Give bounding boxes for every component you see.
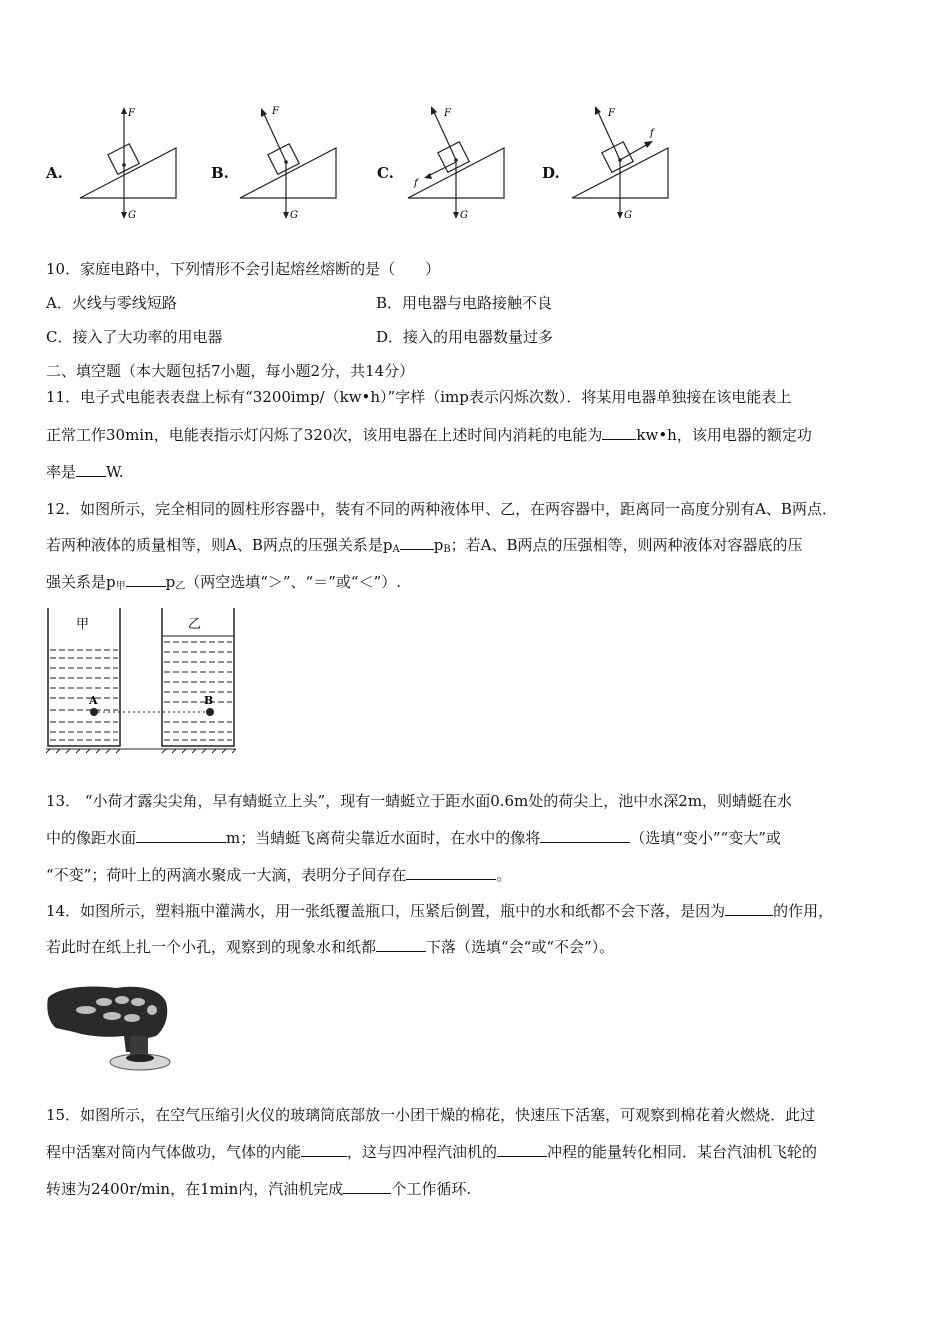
friction-label: f (650, 128, 654, 139)
point-a (90, 708, 98, 716)
center-dot (454, 158, 458, 162)
q12-line3 (46, 571, 401, 598)
container-yi-label: 乙 (188, 617, 202, 632)
q12-sub-a: A (392, 544, 400, 555)
force-g-label: G (128, 210, 136, 221)
point-b (206, 708, 214, 716)
friction-arrowhead (424, 173, 432, 179)
q12-sub-yi: 乙 (175, 581, 186, 592)
q15-text: 个工作循环. (391, 1180, 472, 1198)
q13-line3 (46, 864, 511, 886)
q10-stem: 10．家庭电路中，下列情形不会引起熔丝熔断的是（ ） (46, 260, 441, 278)
liquid-jia (50, 650, 118, 740)
q14-text: 14．如图所示，塑料瓶中灌满水，用一张纸覆盖瓶口，压紧后倒置，瓶中的水和纸都不会下落，是因为 (46, 902, 726, 920)
force-g-arrowhead (617, 212, 623, 219)
q13-blank-2[interactable] (540, 828, 630, 843)
q11-text: 率是 (46, 463, 77, 481)
q12-blank-2[interactable] (126, 572, 166, 587)
q13-text: （选填“变小”“变大”或 (630, 829, 781, 847)
q12-containers-figure (44, 606, 240, 754)
force-g-arrowhead (121, 212, 127, 219)
q15-blank-2[interactable] (497, 1142, 547, 1157)
q10-option-d: D．接入的用电器数量过多 (376, 328, 554, 346)
q11-blank-2[interactable] (76, 462, 106, 477)
force-g-arrowhead (283, 212, 289, 219)
q10-option-a: A．火线与零线短路 (46, 294, 177, 312)
friction-arrowhead (644, 141, 653, 148)
q12-sub-b: B (443, 544, 451, 555)
force-g-label: G (460, 210, 468, 221)
q12-line2 (46, 534, 803, 561)
q9-option-c-label: C. (377, 164, 394, 182)
center-dot (284, 160, 288, 164)
q12-blank-1[interactable] (400, 535, 434, 550)
q15-line3 (46, 1178, 471, 1200)
q13-blank-1[interactable] (136, 828, 226, 843)
q9-option-d-label: D. (542, 164, 560, 182)
point-b-label: B (204, 694, 214, 707)
block (602, 142, 633, 172)
q9-option-b-label: B. (211, 164, 229, 182)
friction-label: f (414, 178, 418, 189)
force-f-arrowhead (121, 107, 127, 114)
q10-option-c: C．接入了大功率的用电器 (46, 328, 223, 346)
q9-option-a-diagram (76, 100, 186, 225)
q14-text: 下落（选填“会“或“不会”）。 (426, 938, 615, 956)
force-f-label: F (128, 108, 135, 119)
force-f-arrowhead (431, 106, 437, 115)
q12-text: p (165, 573, 176, 591)
q15-text: 转速为2400r/min，在1min内，汽油机完成 (46, 1180, 344, 1198)
ground-hatch (46, 749, 236, 753)
q14-bottle-photo (46, 980, 174, 1078)
q12-line1: 12．如图所示，完全相同的圆柱形容器中，装有不同的两种液体甲、乙，在两容器中，距离同一高度分别有A、B两点． (46, 500, 837, 518)
bottle-neck (130, 1036, 148, 1054)
q14-text: 若此时在纸上扎一个小孔，观察到的现象水和纸都 (46, 938, 377, 956)
q15-text: 冲程的能量转化相同．某台汽油机飞轮的 (547, 1143, 818, 1161)
q13-text: m；当蜻蜓飞离荷尖靠近水面时，在水中的像将 (226, 829, 541, 847)
force-g-arrowhead (453, 212, 459, 219)
q15-text: 程中活塞对筒内气体做功，气体的内能 (46, 1143, 302, 1161)
force-f-arrowhead (595, 106, 601, 115)
q11-blank-1[interactable] (602, 425, 636, 440)
liquid-yi (164, 642, 232, 740)
q11-text: kw•h，该用电器的额定功 (636, 426, 812, 444)
q9-option-a-label: A. (46, 164, 63, 182)
q15-blank-1[interactable] (301, 1142, 347, 1157)
force-g-label: G (624, 210, 632, 221)
center-dot (122, 163, 126, 167)
q13-line1: 13． “小荷才露尖尖角，早有蜻蜓立上头”，现有一蜻蜓立于距水面0.6m处的荷尖上，池中水深2m，则蜻蜓在水 (46, 792, 793, 810)
bottle-mouth (126, 1054, 154, 1062)
q9-option-d-diagram (568, 100, 678, 225)
force-g-label: G (290, 210, 298, 221)
q11-line1: 11．电子式电能表表盘上标有“3200imp/（kw•h）”字样（imp表示闪烁次数）．将某用电器单独接在该电能表上 (46, 388, 792, 406)
q12-text: p (433, 536, 444, 554)
block (438, 142, 469, 172)
force-f-label: F (444, 108, 451, 119)
force-f-label: F (272, 106, 279, 117)
q14-blank-2[interactable] (376, 937, 426, 952)
q11-text: W. (106, 463, 124, 481)
q14-blank-1[interactable] (725, 901, 773, 916)
q12-text: （两空选填“＞”、“＝”或“＜”）. (185, 573, 401, 591)
q11-line3 (46, 461, 124, 483)
q13-text: “不变”；荷叶上的两滴水聚成一大滴，表明分子间存在 (46, 866, 407, 884)
q15-text: ，这与四冲程汽油机的 (347, 1143, 498, 1161)
q12-sub-jia: 甲 (115, 581, 126, 592)
q15-blank-3[interactable] (343, 1179, 391, 1194)
q13-text: 。 (496, 866, 512, 884)
q11-text: 正常工作30min，电能表指示灯闪烁了320次，该用电器在上述时间内消耗的电能为 (46, 426, 603, 444)
q10-option-b: B．用电器与电路接触不良 (376, 294, 553, 312)
q15-line2 (46, 1141, 817, 1163)
q9-option-b-diagram (236, 100, 346, 225)
section-title: 二、填空题（本大题包括7小题，每小题2分，共14分） (46, 362, 415, 380)
q9-option-c-diagram (404, 100, 514, 225)
q14-line2 (46, 936, 614, 958)
q12-text: 若两种液体的质量相等，则A、B两点的压强关系是p (46, 536, 393, 554)
q13-line2 (46, 827, 781, 849)
q12-text: 强关系是p (46, 573, 116, 591)
center-dot (618, 158, 622, 162)
q11-line2 (46, 424, 812, 446)
q14-text: 的作用， (773, 902, 834, 920)
q14-line1 (46, 900, 833, 922)
point-a-label: A (89, 694, 98, 707)
force-f-arrowhead (261, 108, 267, 117)
force-f-label: F (608, 108, 615, 119)
q12-text: ；若A、B两点的压强相等，则两种液体对容器底的压 (450, 536, 803, 554)
container-jia-label: 甲 (76, 617, 90, 632)
q13-blank-3[interactable] (406, 865, 496, 880)
q13-text: 中的像距水面 (46, 829, 137, 847)
q15-line1: 15．如图所示，在空气压缩引火仪的玻璃筒底部放一小团干燥的棉花，快速压下活塞，可观察到棉花着火燃烧．此过 (46, 1106, 816, 1124)
